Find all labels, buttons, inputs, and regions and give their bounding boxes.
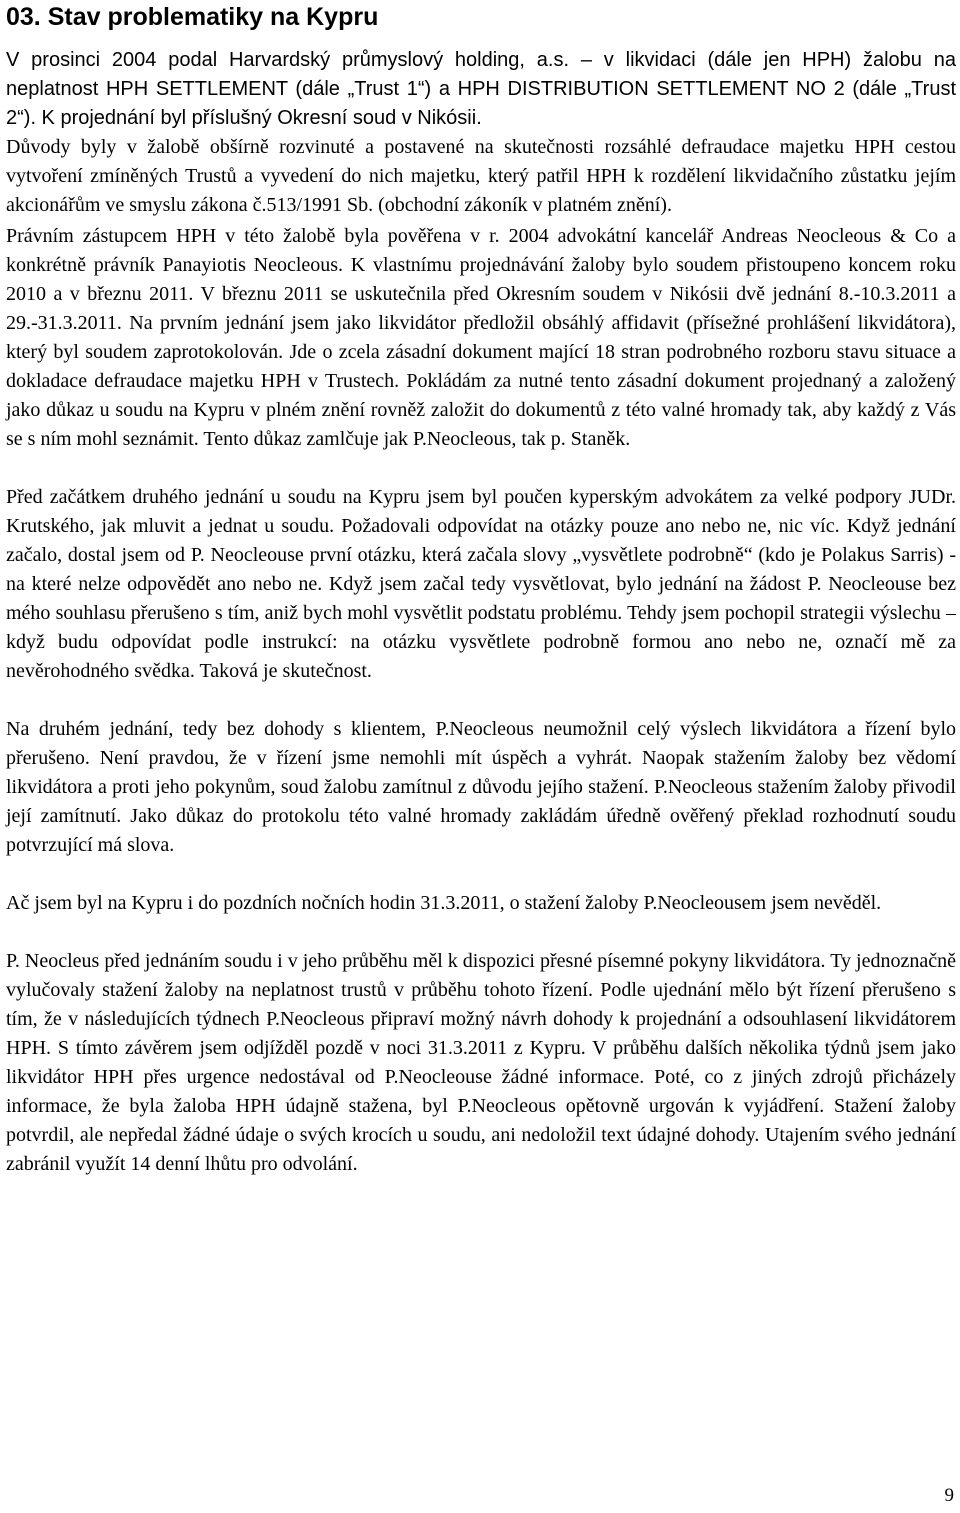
paragraph-spacer — [6, 454, 956, 483]
section-heading: 03. Stav problematiky na Kypru — [6, 3, 379, 31]
paragraph-spacer — [6, 860, 956, 889]
page-number: 9 — [944, 1485, 954, 1506]
paragraph-legal-representative: Právním zástupcem HPH v této žalobě byla pověřena v r. 2004 advokátní kancelář Andreas Neocleous & Co a konkrétně právník Panayiotis Neocleous. K vlastnímu projednávání žaloby bylo soudem přistoupeno koncem roku 2010 a v březnu 2011. V březnu 2011 se uskutečnila před Okresním soudem v Nikósii dvě jednání 8.-10.3.2011 a 29.-31.3.2011. Na prvním jednání jsem jako likvidátor předložil obsáhlý affidavit (přísežné prohlášení likvidátora), který byl soudem zaprotokolován. Jde o zcela zásadní dokument mající 18 stran podrobného rozboru stavu situace a dokladace defraudace majetku HPH v Trustech. Pokládám za nutné tento zásadní dokument projednaný a založený jako důkaz u soudu na Kypru v plném znění rovněž založit do dokumentů z této valné hromady tak, aby každý z Vás se s ním mohl seznámit. Tento důkaz zamlčuje jak P.Neocleous, tak p. Staněk. — [6, 225, 956, 450]
paragraph-second-hearing-preparation: Před začátkem druhého jednání u soudu na Kypru jsem byl poučen kyperským advokátem za velké podpory JUDr. Krutského, jak mluvit a jednat u soudu. Požadovali odpovídat na otázky pouze ano nebo ne, nic víc. Když jednání začalo, dostal jsem od P. Neocleouse první otázku, která začala slovy „vysvětlete podrobně“ (kdo je Polakus Sarris) - na které nelze odpovědět ano nebo ne. Když jsem začal tedy vysvětlovat, bylo jednání na žádost P. Neocleouse bez mého souhlasu přerušeno s tím, aniž bych mohl vysvětlit podstatu problému. Tehdy jsem pochopil strategii výslechu – když budu odpovídat podle instrukcí: na otázku vysvětlete podrobně formou ano nebo ne, označí mě za nevěrohodného svědka. Taková je skutečnost. — [6, 486, 956, 682]
paragraph-grounds: Důvody byly v žalobě obšírně rozvinuté a postavené na skutečnosti rozsáhlé defraudace majetku HPH cestou vytvoření zmíněných Trustů a vyvedení do nich majetku, který patřil HPH k rozdělení likvidačního zůstatku jejím akcionářům ve smyslu zákona č.513/1991 Sb. (obchodní zákoník v platném znění). — [6, 136, 956, 216]
intro-paragraph: V prosinci 2004 podal Harvardský průmyslový holding, a.s. – v likvidaci (dále jen HPH) žalobu na neplatnost HPH SETTLEMENT (dále „Trust 1“) a HPH DISTRIBUTION SETTLEMENT NO 2 (dále „Trust 2“). K projednání byl příslušný Okresní soud v Nikósii. — [6, 49, 956, 129]
paragraph-spacer — [6, 918, 956, 947]
paragraph-spacer — [6, 686, 956, 715]
paragraph-withdrawal-unknown: Ač jsem byl na Kypru i do pozdních nočních hodin 31.3.2011, o stažení žaloby P.Neocleousem jsem nevěděl. — [6, 892, 882, 914]
paragraph-instructions: P. Neocleus před jednáním soudu i v jeho průběhu měl k dispozici přesné písemné pokyny likvidátora. Ty jednoznačně vylučovaly stažení žaloby na neplatnost trustů v průběhu tohoto řízení. Podle ujednání mělo být řízení přerušeno s tím, že v následujících týdnech P.Neocleous připraví možný návrh dohody k projednání a odsouhlasení likvidátorem HPH. S tímto závěrem jsem odjížděl pozdě v noci 31.3.2011 z Kypru. V průběhu dalších několika týdnů jsem jako likvidátor HPH přes urgence nedostával od P.Neocleouse žádné informace. Poté, co z jiných zdrojů přicházely informace, že byla žaloba HPH údajně stažena, byl P.Neocleous opětovně urgován k vyjádření. Stažení žaloby potvrdil, ale nepředal žádné údaje o svých krocích u soudu, ani nedoložil text údajné dohody. Utajením svého jednání zabránil využít 14 denní lhůtu pro odvolání. — [6, 950, 956, 1175]
paragraph-second-hearing: Na druhém jednání, tedy bez dohody s klientem, P.Neocleous neumožnil celý výslech likvidátora a řízení bylo přerušeno. Není pravdou, že v řízení jsme nemohli mít úspěch a vyhrát. Naopak stažením žaloby bez vědomí likvidátora a proti jeho pokynům, soud žalobu zamítnul z důvodu jejího stažení. P.Neocleous stažením žaloby přivodil její zamítnutí. Jako důkaz do protokolu této valné hromady zakládám úředně ověřený překlad rozhodnutí soudu potvrzující má slova. — [6, 718, 956, 856]
